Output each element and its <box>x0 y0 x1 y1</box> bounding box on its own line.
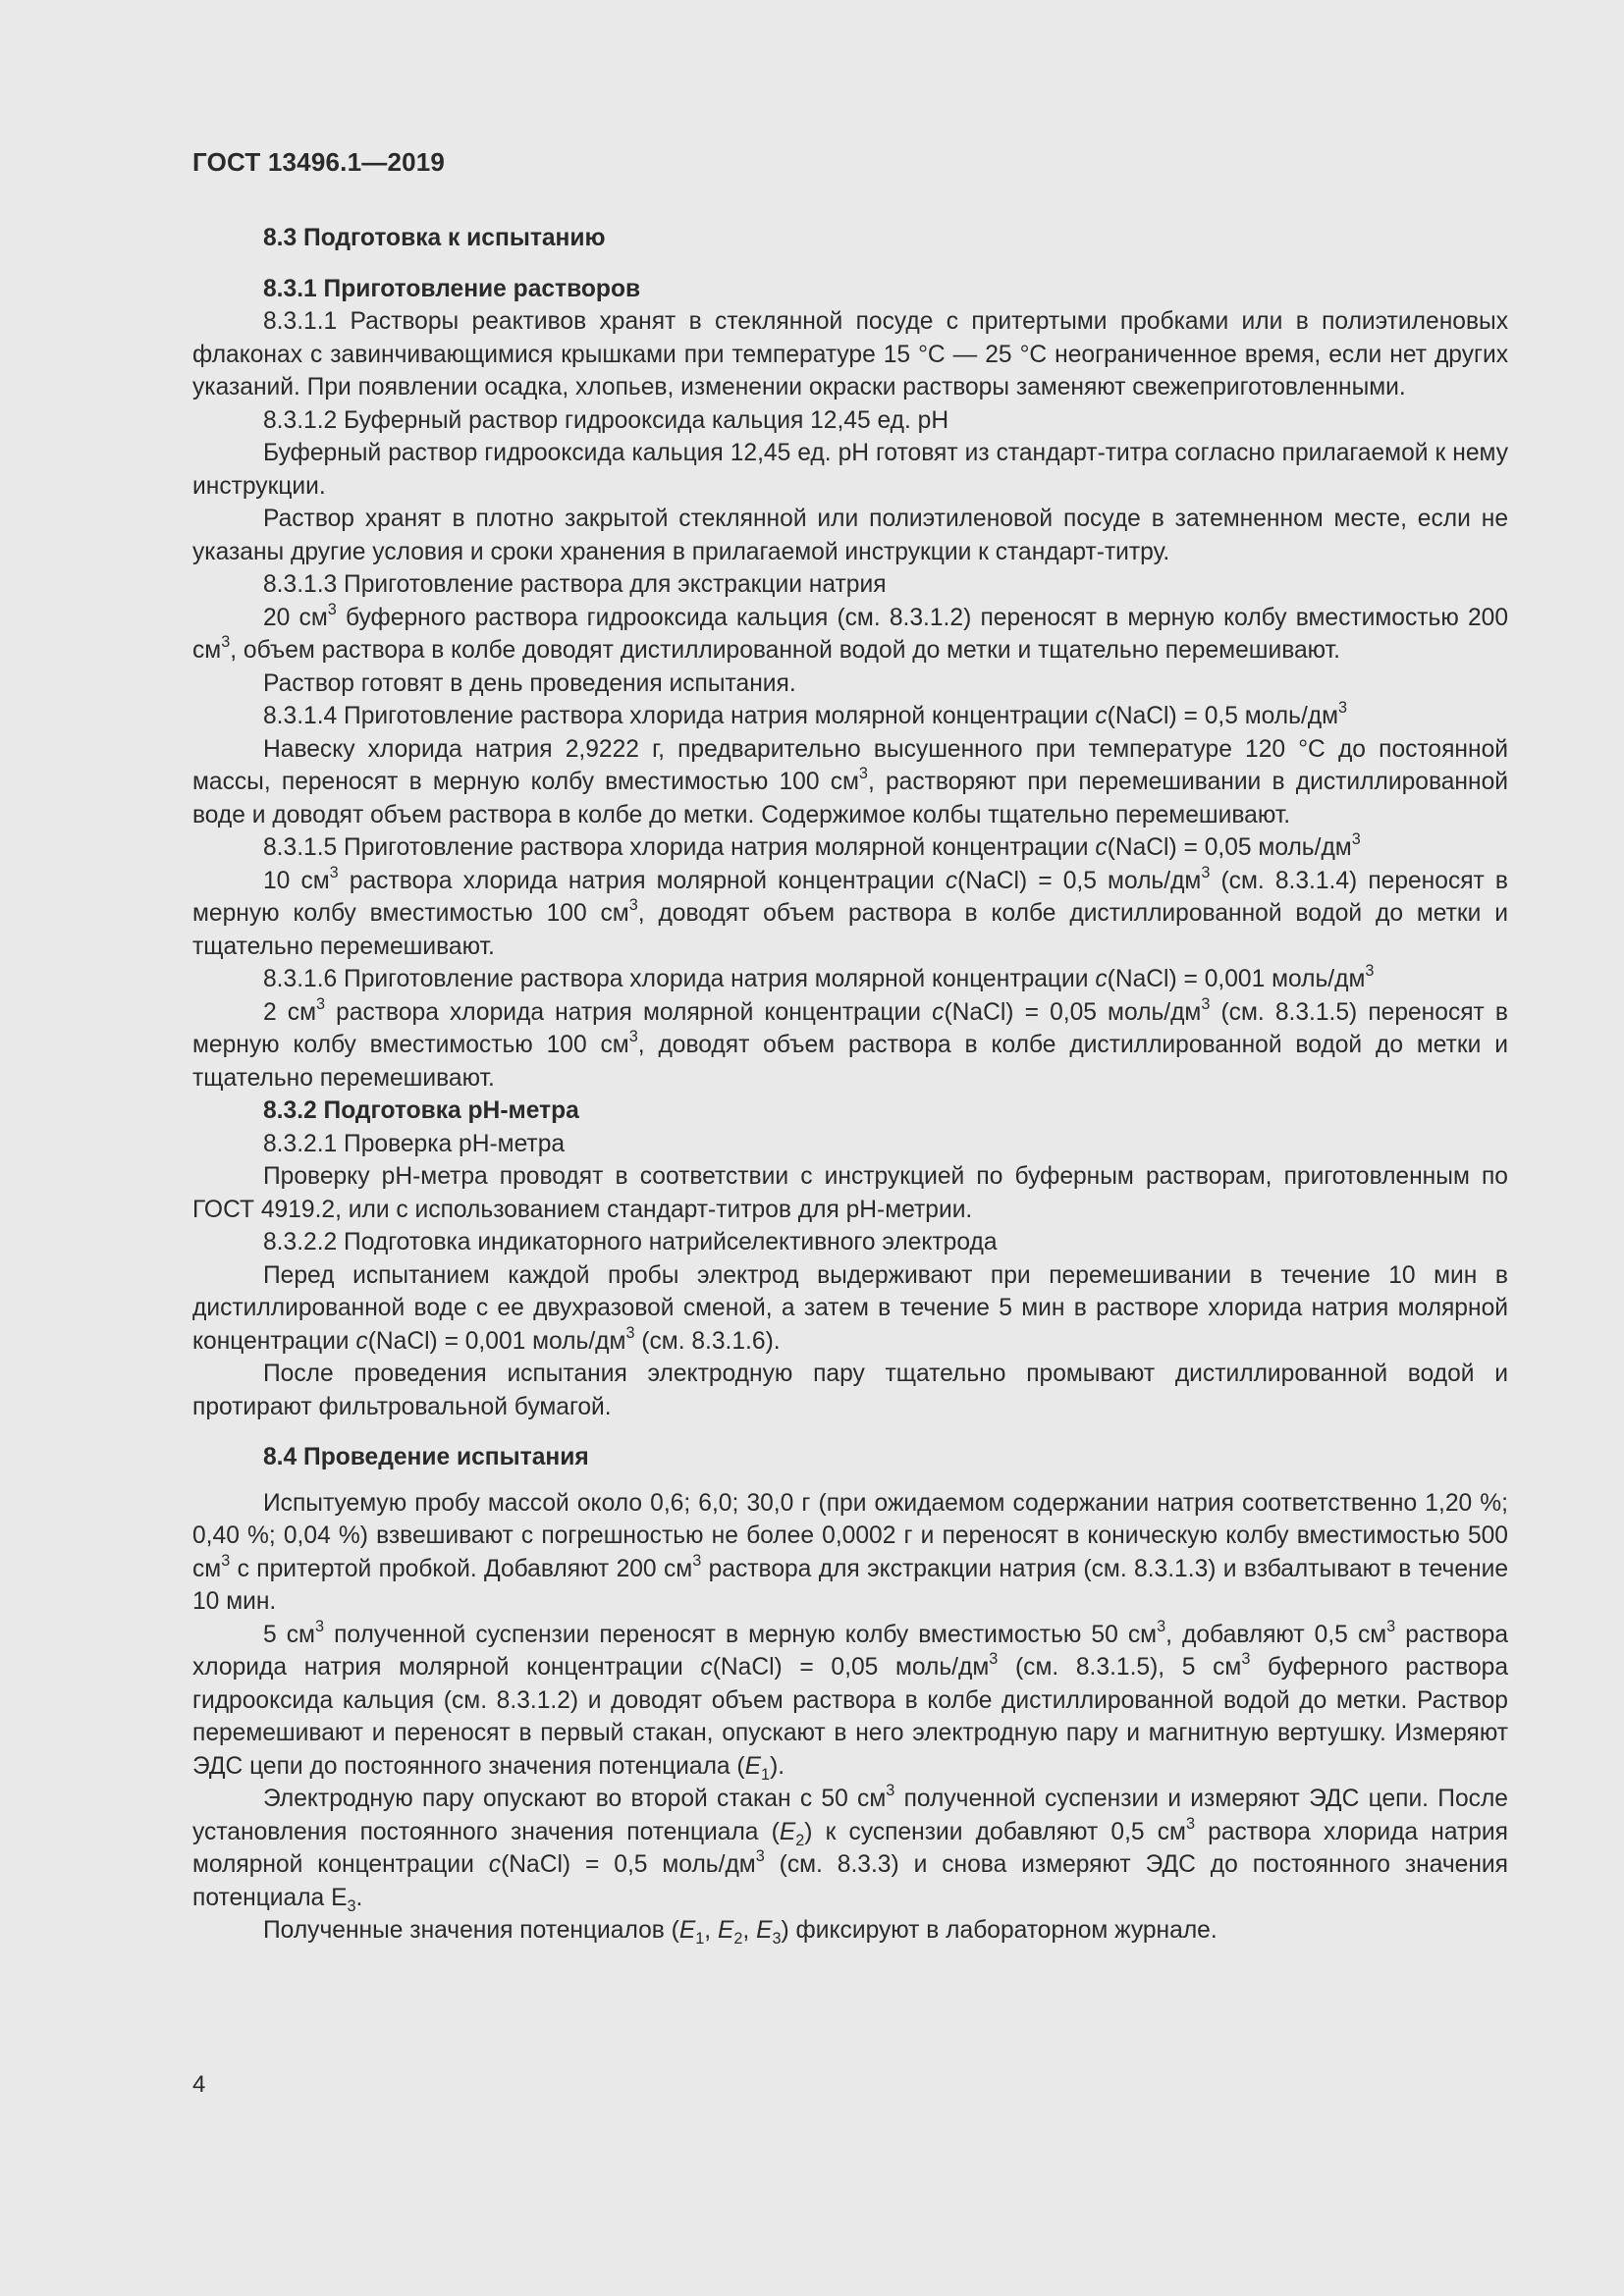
paragraph: 10 $см^3$ раствора хлорида натрия молярной концентрации c(NaCl) = 0,5 моль/$дм^3$ (см. 8.3.1.4) переносят в мерную колбу вместимостью 100 $см^3$, доводят объем раствора в колбе дистиллированной водой до метки и тщательно перемешивают. <box>192 863 1508 960</box>
section-heading-8-3-1: 8.3.1 Приготовление растворов <box>263 275 641 302</box>
paragraph: 20 $см^3$ буферного раствора гидрооксида кальция (см. 8.3.1.2) переносят в мерную колбу вместимостью 200 $см^3$, объем раствора в колбе доводят дистиллированной водой до метки и тщательно перемешивают. <box>192 600 1508 664</box>
paragraph: Раствор готовят в день проведения испытания. <box>263 669 796 697</box>
paragraph: Перед испытанием каждой пробы электрод выдерживают при перемешивании в течение 10 мин в дистиллированной воде с ее двухразовой сменой, а затем в течение 5 мин в растворе хлорида натрия молярной концентрации c(NaCl) = 0,001 моль/$дм^3$ (см. 8.3.1.6). <box>192 1261 1508 1355</box>
paragraph: Буферный раствор гидрооксида кальция 12,45 ед. рН готовят из стандарт-титра согласно прилагаемой к нему инструкции. <box>192 440 1508 500</box>
heading-8-3-1-2: 8.3.1.2 Буферный раствор гидрооксида кальция 12,45 ед. рН <box>263 406 949 434</box>
paragraph: 2 $см^3$ раствора хлорида натрия молярной концентрации c(NaCl) = 0,05 моль/$дм^3$ (см. 8.3.1.5) переносят в мерную колбу вместимостью 100 $см^3$, доводят объем раствора в колбе дистиллированной водой до метки и тщательно перемешивают. <box>192 994 1509 1092</box>
page-number: 4 <box>192 2071 206 2098</box>
paragraph: Испытуемую пробу массой около 0,6; 6,0; 30,0 г (при ожидаемом содержании натрия соответственно 1,20 %; 0,40 %; 0,04 %) взвешивают с погрешностью не более 0,0002 г и переносят в коническую колбу вместимостью 500 $см^3$ с притертой пробкой. Добавляют 200 $см^3$ раствора для экстракции натрия (см. 8.3.1.3) и взбалтывают в течение 10 мин. <box>192 1489 1509 1615</box>
heading-8-3-1-6: 8.3.1.6 Приготовление раствора хлорида натрия молярной концентрации c(NaCl) = 0,001 моль/$дм^3$ <box>263 962 1375 992</box>
heading-8-3-1-4: 8.3.1.4 Приготовление раствора хлорида натрия молярной концентрации c(NaCl) = 0,5 моль/$дм^3$ <box>263 699 1348 729</box>
heading-8-3-1-3: 8.3.1.3 Приготовление раствора для экстракции натрия <box>263 571 887 598</box>
paragraph: Полученные значения потенциалов ($E_1$, $E_2$, $E_3$) фиксируют в лабораторном журнале. <box>263 1917 1218 1948</box>
paragraph-8-3-1-1: 8.3.1.1 Растворы реактивов хранят в стеклянной посуде с притертыми пробками или в полиэтиленовых флаконах с завинчивающимися крышками при температуре 15 °С — 25 °С неограниченное время, если нет других указаний. При появлении осадка, хлопьев, изменении окраски растворы заменяют свежеприготовленными. <box>192 308 1508 400</box>
paragraph: 5 $см^3$ полученной суспензии переносят в мерную колбу вместимостью 50 $см^3$, добавляют 0,5 $см^3$ раствора хлорида натрия молярной концентрации c(NaCl) = 0,05 моль/$дм^3$ (см. 8.3.1.5), 5 $см^3$ буферного раствора гидрооксида кальция (см. 8.3.1.2) и доводят объем раствора в колбе дистиллированной водой до метки. Раствор перемешивают и переносят в первый стакан, опускают в него электродную пару и магнитную вертушку. Измеряют ЭДС цепи до постоянного значения потенциала $(E_1)$. <box>192 1617 1509 1784</box>
paragraph: Навеску хлорида натрия 2,9222 г, предварительно высушенного при температуре 120 °С до постоянной массы, переносят в мерную колбу вместимостью 100 $см^3$, растворяют при перемешивании в дистиллированной воде и доводят объем раствора в колбе до метки. Содержимое колбы тщательно перемешивают. <box>192 735 1508 828</box>
paragraph: Электродную пару опускают во второй стакан с 50 $см^3$ полученной суспензии и измеряют ЭДС цепи. После установления постоянного значения потенциала $(E_2)$ к суспензии добавляют 0,5 $см^3$ раствора хлорида натрия молярной концентрации c(NaCl) = 0,5 моль/$дм^3$ (см. 8.3.3) и снова измеряют ЭДС до постоянного значения потенциала $Е_3$. <box>192 1782 1508 1915</box>
section-heading-8-3-2: 8.3.2 Подготовка рН-метра <box>263 1097 579 1124</box>
document-body <box>192 222 1508 1948</box>
document-header: ГОСТ 13496.1—2019 <box>192 147 446 177</box>
heading-8-3-2-2: 8.3.2.2 Подготовка индикаторного натрийселективного электрода <box>263 1229 998 1255</box>
paragraph: После проведения испытания электродную пару тщательно промывают дистиллированной водой и протирают фильтровальной бумагой. <box>192 1361 1508 1420</box>
section-heading-8-3: 8.3 Подготовка к испытанию <box>263 225 606 251</box>
heading-8-3-1-5: 8.3.1.5 Приготовление раствора хлорида натрия молярной концентрации c(NaCl) = 0,05 моль/$дм^3$ <box>263 830 1361 861</box>
paragraph: Проверку рН-метра проводят в соответствии с инструкцией по буферным растворам, приготовленным по ГОСТ 4919.2, или с использованием стандарт-титров для рН-метрии. <box>192 1163 1508 1223</box>
heading-8-3-2-1: 8.3.2.1 Проверка рН-метра <box>263 1130 566 1157</box>
section-heading-8-4: 8.4 Проведение испытания <box>263 1444 589 1470</box>
paragraph: Раствор хранят в плотно закрытой стеклянной или полиэтиленовой посуде в затемненном месте, если не указаны другие условия и сроки хранения в прилагаемой инструкции к стандарт-титру. <box>192 506 1508 565</box>
